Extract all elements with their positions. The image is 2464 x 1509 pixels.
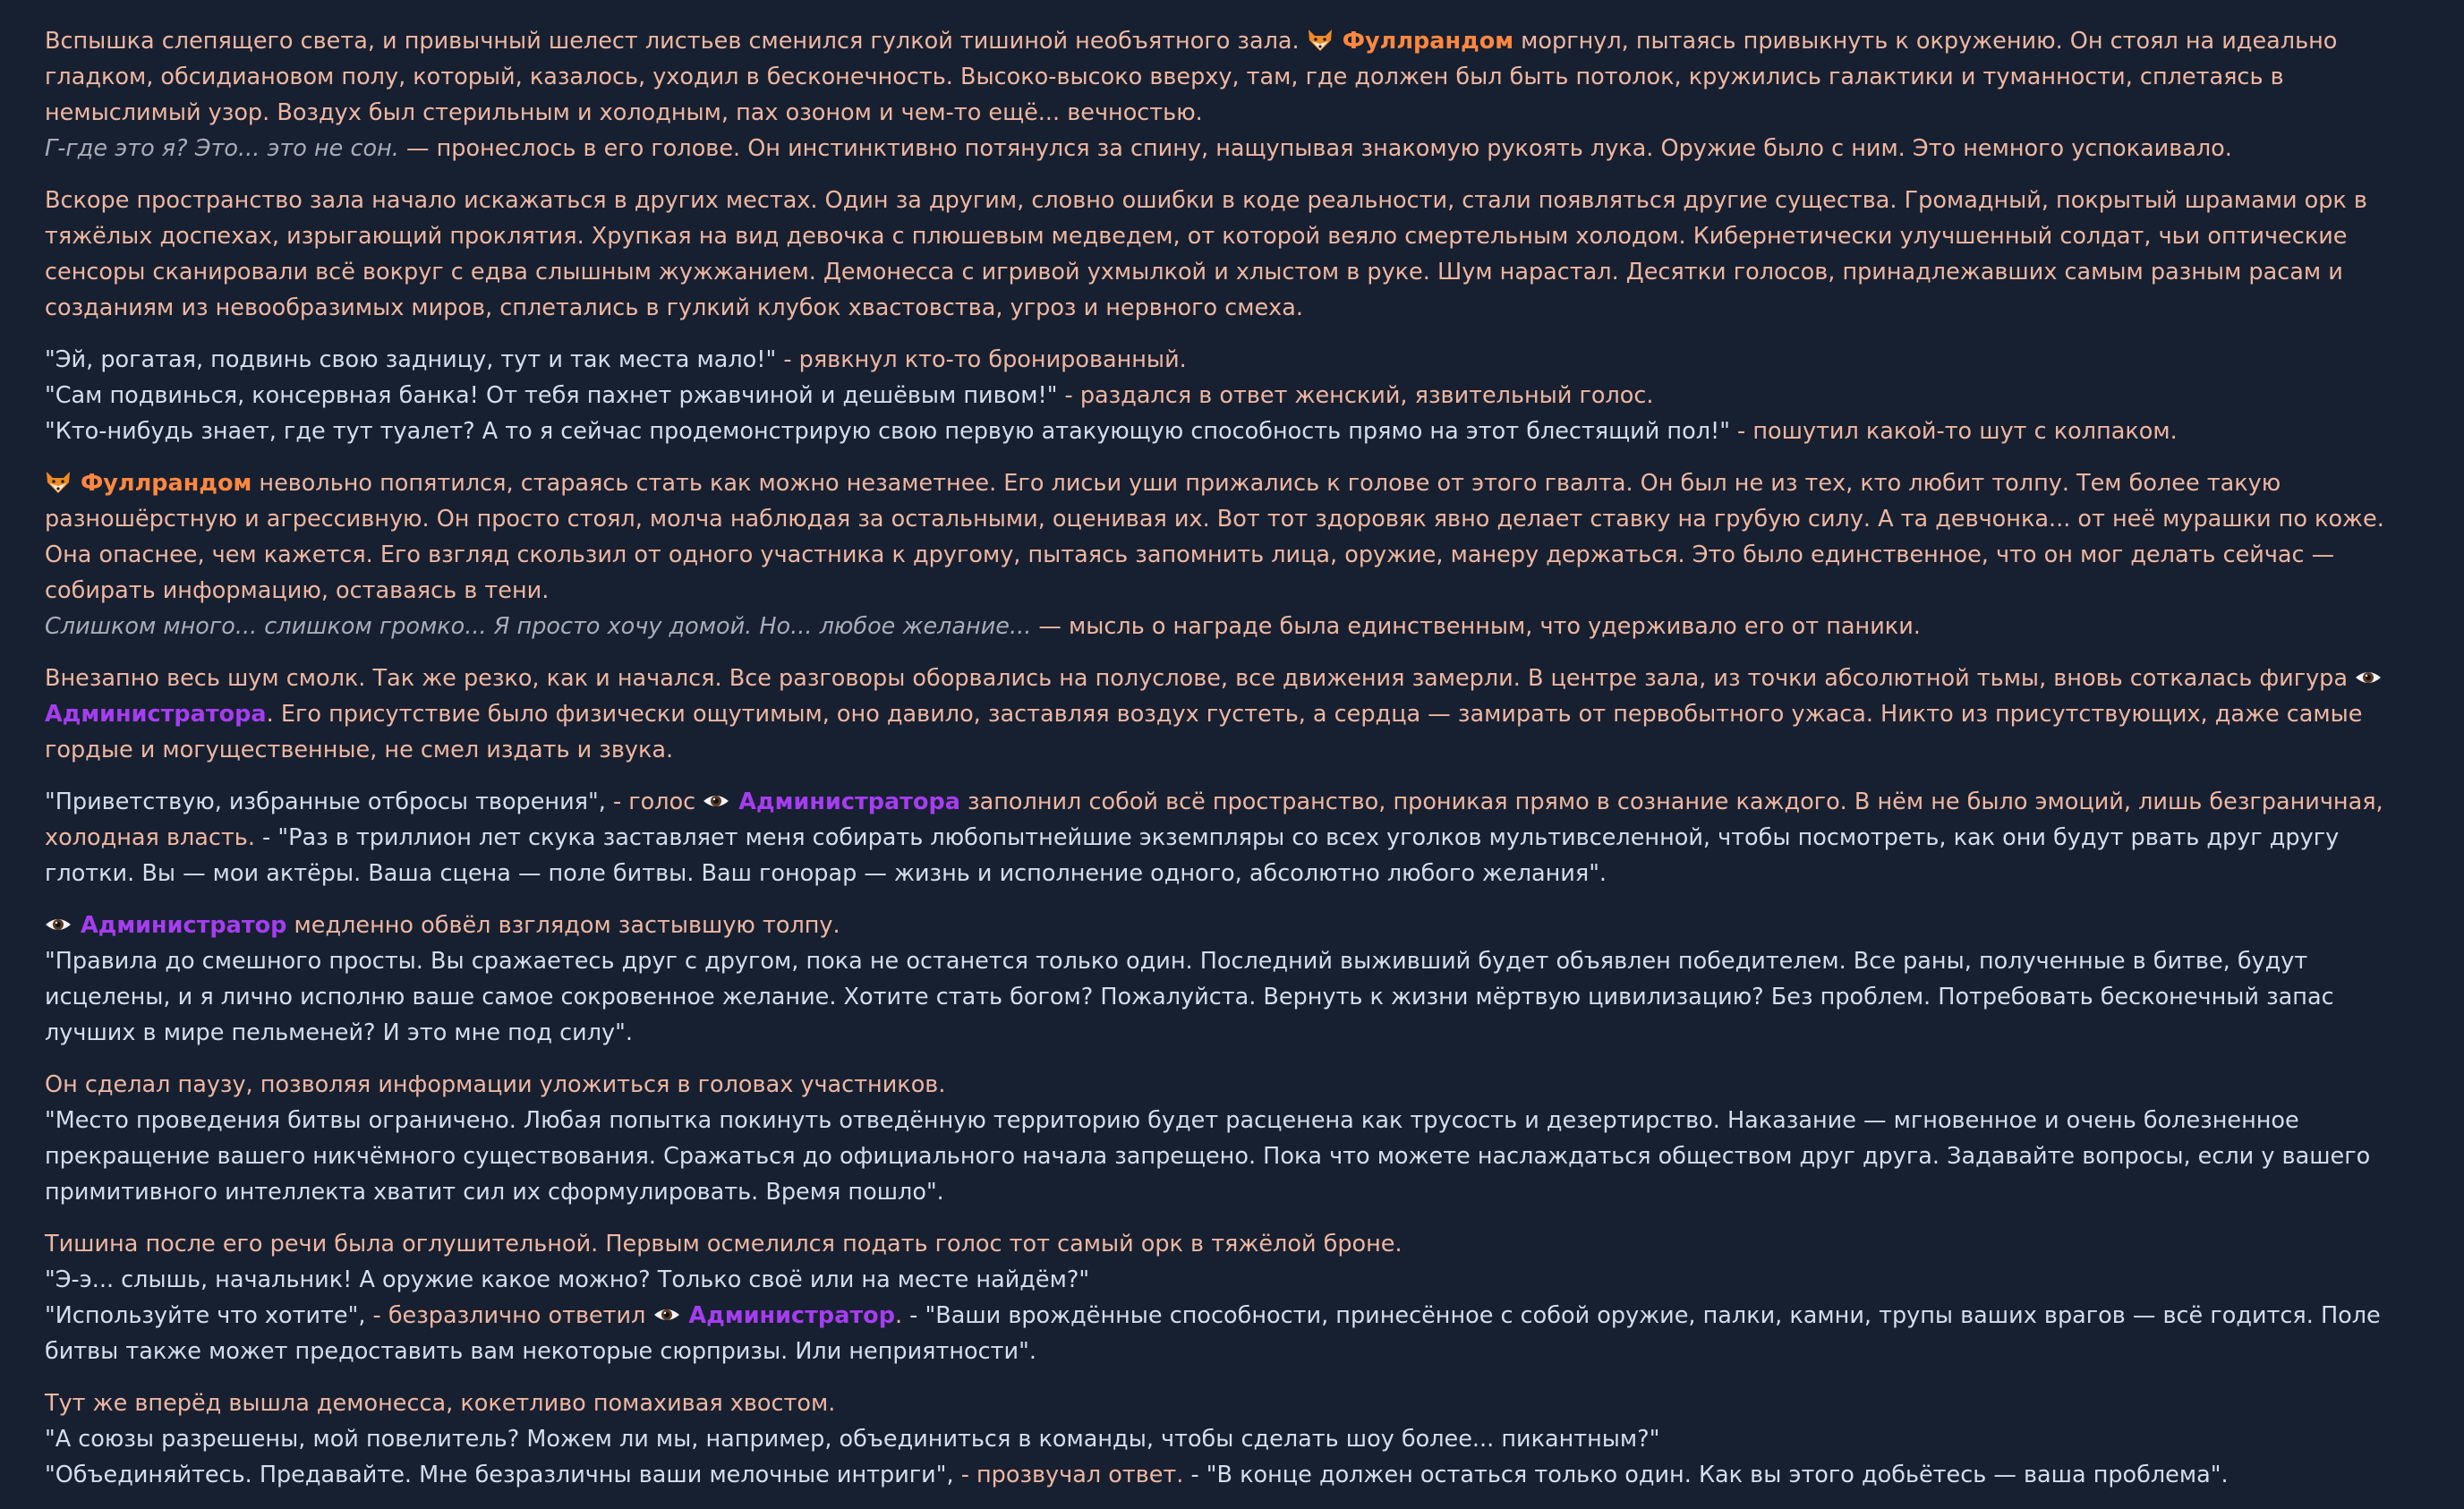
story-line: [45, 1457, 2426, 1493]
story-line: [45, 1226, 2426, 1262]
administrator-name: Администратор: [688, 1302, 895, 1329]
story-line: [45, 661, 2426, 768]
eye-emoji-icon: [2355, 666, 2382, 689]
story-paragraph: [45, 784, 2426, 891]
story-line: [45, 465, 2426, 609]
story-line: [45, 342, 2426, 378]
story-line: [45, 1262, 2426, 1298]
narration-text: Тут же вперёд вышла демонесса, кокетливо помахивая хвостом.: [45, 1390, 836, 1417]
story-paragraph: [45, 1067, 2426, 1210]
story-paragraph: [45, 183, 2426, 326]
narration-text: Вскоре пространство зала начало искажаться в других местах. Один за другим, словно ошибки в коде реальности, стали появляться другие существа. Громадный, покрытый шрамами орк в тяжёлых доспехах, изрыгающий проклятия. Хрупкая на вид девочка с плюшевым медведем, от которой веяло смертельным холодом. Кибернетически улучшенный солдат, чьи оптические сенсоры сканировали всё вокруг с едва слышным жужжанием. Демонесса с игривой ухмылкой и хлыстом в руке. Шум нарастал. Десятки голосов, принадлежавших самым разным расам и созданиям из невообразимых миров, сплетались в гулкий клубок хвастовства, угроз и нервного смеха.: [45, 187, 2367, 321]
story-line: [45, 23, 2426, 131]
dialogue-text: - "Ваши врождённые способности, принесённое с собой оружие, палки, камни, трупы ваших врагов — всё годится. Поле битвы также может предоставить вам некоторые сюрпризы. Или неприятности".: [45, 1302, 2381, 1365]
narration-text: Внезапно весь шум смолк. Так же резко, как и начался. Все разговоры оборвались на полуслове, все движения замерли. В центре зала, из точки абсолютной тьмы, вновь соткалась фигура: [45, 665, 2356, 692]
story-paragraph: [45, 908, 2426, 1051]
narration-text: невольно попятился, стараясь стать как можно незаметнее. Его лисьи уши прижались к голове от этого гвалта. Он был не из тех, кто любит толпу. Тем более такую разношёрстную и агрессивную. Он просто стоял, молча наблюдая за остальными, оценивая их. Вот тот здоровяк явно делает ставку на грубую силу. А та девчонка... от неё мурашки по коже. Она опаснее, чем кажется. Его взгляд скользил от одного участника к другому, пытаясь запомнить лица, оружие, манеру держаться. Это было единственное, что он мог делать сейчас — собирать информацию, оставаясь в тени.: [45, 470, 2384, 604]
narration-text: медленно обвёл взглядом застывшую толпу.: [286, 912, 840, 939]
narration-text: заполнил собой всё пространство, проникая прямо в сознание каждого. В нём не было эмоций, лишь безграничная, холодная власть.: [45, 789, 2383, 851]
story-line: [45, 131, 2426, 166]
story-line: [45, 1421, 2426, 1457]
thought-text: Слишком много... слишком громко... Я просто хочу домой. Но... любое желание...: [45, 613, 1032, 640]
story-line: [45, 1298, 2426, 1369]
dialogue-text: - "Раз в триллион лет скука заставляет меня собирать любопытнейшие экземпляры со всех уголков мультивселенной, чтобы посмотреть, как они будут рвать друг другу глотки. Вы — мои актёры. Ваша сцена — поле битвы. Ваш гонорар — жизнь и исполнение одного, абсолютно любого желания".: [45, 824, 2340, 887]
story-paragraph: [45, 465, 2426, 644]
narration-text: моргнул, пытаясь привыкнуть к окружению. Он стоял на идеально гладком, обсидиановом полу, который, казалось, уходил в бесконечность. Высоко-высоко вверху, там, где должен был быть потолок, кружились галактики и туманности, сплетаясь в немыслимый узор. Воздух был стерильным и холодным, пах озоном и чем-то ещё... вечностью.: [45, 28, 2338, 126]
fox-emoji-icon: [1307, 29, 1334, 52]
dialogue-text: "Место проведения битвы ограничено. Любая попытка покинуть отведённую территорию будет расценена как трусость и дезертирство. Наказание — мгновенное и очень болезненное прекращение вашего никчёмного существования. Сражаться до официального начала запрещено. Пока что можете наслаждаться обществом друг друга. Задавайте вопросы, если у вашего примитивного интеллекта хватит сил их сформулировать. Время пошло".: [45, 1107, 2371, 1206]
dialogue-text: "Используйте что хотите",: [45, 1302, 366, 1329]
eye-emoji-icon: [703, 789, 729, 813]
dialogue-text: "А союзы разрешены, мой повелитель? Можем ли мы, например, объединиться в команды, чтобы сделать шоу более... пикантным?": [45, 1426, 1660, 1453]
story-paragraph: [45, 661, 2426, 768]
story-line: [45, 378, 2426, 413]
story-paragraph: [45, 1385, 2426, 1493]
dialogue-text: "Правила до смешного просты. Вы сражаетесь друг с другом, пока не останется только один. Последний выживший будет объявлен победителем. Все раны, полученные в битве, будут исцелены, и я лично исполню ваше самое сокровенное желание. Хотите стать богом? Пожалуйста. Вернуть к жизни мёртвую цивилизацию? Без проблем. Потребовать бесконечный запас лучших в мире пельменей? И это мне под силу".: [45, 948, 2334, 1046]
story-line: [45, 784, 2426, 891]
fullrandom-name: Фуллрандом: [1342, 28, 1514, 55]
narration-text: - пошутил какой-то шут с колпаком.: [1729, 418, 2178, 445]
story-line: [45, 609, 2426, 644]
chat-message-body: [45, 23, 2426, 1509]
eye-emoji-icon: [653, 1303, 680, 1326]
narration-text: .: [894, 1302, 903, 1329]
story-line: [45, 1067, 2426, 1103]
story-paragraph: [45, 23, 2426, 166]
narration-text: - голос: [605, 789, 703, 815]
narration-text: - раздался в ответ женский, язвительный голос.: [1057, 382, 1654, 409]
story-paragraph: [45, 1226, 2426, 1369]
narration-text: - прозвучал ответ.: [953, 1462, 1184, 1488]
narration-text: . Его присутствие было физически ощутимым, оно давило, заставляя воздух густеть, а сердца — замирать от первобытного ужаса. Никто из присутствующих, даже самые гордые и могущественные, не смел издать и звука.: [45, 701, 2363, 763]
narration-text: Вспышка слепящего света, и привычный шелест листьев сменился гулкой тишиной необъятного зала.: [45, 28, 1307, 55]
story-paragraph: [45, 342, 2426, 449]
narration-text: — пронеслось в его голове. Он инстинктивно потянулся за спину, нащупывая знакомую рукоять лука. Оружие было с ним. Это немного успокаивало.: [398, 135, 2232, 162]
fox-emoji-icon: [45, 471, 72, 494]
dialogue-text: "Сам подвинься, консервная банка! От тебя пахнет ржавчиной и дешёвым пивом!": [45, 382, 1058, 409]
fullrandom-name: Фуллрандом: [81, 470, 252, 497]
story-line: [45, 183, 2426, 326]
story-line: [45, 908, 2426, 943]
dialogue-text: "Э-э... слышь, начальник! А оружие какое можно? Только своё или на месте найдём?": [45, 1266, 1090, 1293]
narration-text: - рявкнул кто-то бронированный.: [776, 346, 1187, 373]
administrator-name: Администратора: [738, 789, 960, 815]
story-line: [45, 1385, 2426, 1421]
administrator-name: Администратора: [45, 701, 267, 728]
dialogue-text: "Эй, рогатая, подвинь свою задницу, тут и так места мало!": [45, 346, 777, 373]
dialogue-text: "Приветствую, избранные отбросы творения",: [45, 789, 606, 815]
dialogue-text: "Объединяйтесь. Предавайте. Мне безразличны ваши мелочные интриги",: [45, 1462, 954, 1488]
narration-text: Тишина после его речи была оглушительной. Первым осмелился подать голос тот самый орк в тяжёлой броне.: [45, 1231, 1403, 1258]
story-line: [45, 943, 2426, 1051]
dialogue-text: - "В конце должен остаться только один. Как вы этого добьётесь — ваша проблема".: [1183, 1462, 2229, 1488]
administrator-name: Администратор: [81, 912, 287, 939]
narration-text: — мысль о награде была единственным, что удерживало его от паники.: [1031, 613, 1921, 640]
narration-text: Он сделал паузу, позволяя информации уложиться в головах участников.: [45, 1071, 946, 1098]
eye-emoji-icon: [45, 913, 72, 936]
thought-text: Г-где это я? Это... это не сон.: [45, 135, 399, 162]
dialogue-text: "Кто-нибудь знает, где тут туалет? А то я сейчас продемонстрирую свою первую атакующую способность прямо на этот блестящий пол!": [45, 418, 1730, 445]
story-line: [45, 413, 2426, 449]
story-line: [45, 1103, 2426, 1210]
narration-text: - безразлично ответил: [365, 1302, 653, 1329]
